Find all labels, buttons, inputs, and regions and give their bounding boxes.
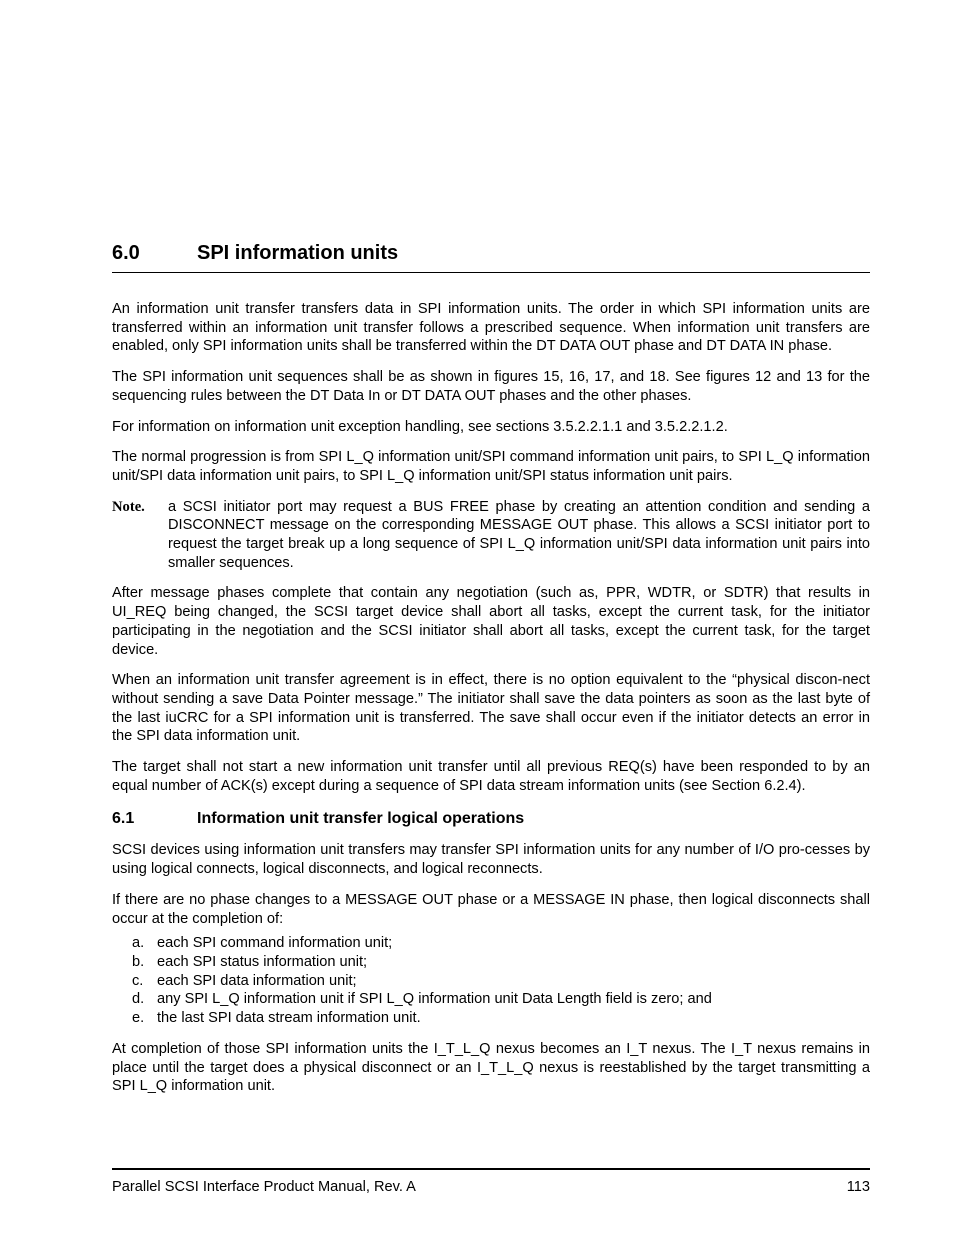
chapter-heading xyxy=(112,240,870,273)
note-block xyxy=(112,498,870,573)
paragraph: At completion of those SPI information units the I_T_L_Q nexus becomes an I_T nexus. The I_T nexus remains in place until the target does a physical disconnect or an I_T_L_Q nexus is reestablished by the target transmitting a SPI L_Q information unit. xyxy=(112,1040,870,1095)
chapter-title: SPI information units xyxy=(197,242,399,264)
list-marker: d. xyxy=(132,991,145,1008)
list-item xyxy=(132,972,870,991)
list-item xyxy=(132,934,870,953)
document-page xyxy=(112,0,870,1235)
paragraph: If there are no phase changes to a MESSAGE OUT phase or a MESSAGE IN phase, then logical disconnects shall occur at the completion of: xyxy=(112,891,870,927)
paragraph: An information unit transfer transfers data in SPI information units. The order in which SPI information units are transferred within an information unit transfer follows a prescribed sequence. When information unit transfers are enabled, only SPI information units shall be transferred within the DT DATA OUT phase and DT DATA IN phase. xyxy=(112,301,870,355)
list-item xyxy=(132,1009,870,1028)
list-marker: a. xyxy=(132,935,145,952)
page-footer xyxy=(112,1168,870,1195)
document-body xyxy=(112,300,870,1108)
chapter-number: 6.0 xyxy=(112,242,140,264)
list-item-text: any SPI L_Q information unit if SPI L_Q information unit Data Length field is zero; and xyxy=(157,991,712,1008)
list-item-text: each SPI status information unit; xyxy=(157,953,368,970)
section-heading xyxy=(112,809,870,829)
paragraph: When an information unit transfer agreement is in effect, there is no option equivalent to the “physical discon-nect without sending a save Data Pointer message.” The initiator shall save the data pointers as soon as the last byte of the last iuCRC for a SPI information unit is transferred. The save shall occur even if the initiator detects an error in the SPI data information unit. xyxy=(112,672,870,745)
completion-list xyxy=(132,934,870,1028)
list-item xyxy=(132,990,870,1009)
page-number: 113 xyxy=(846,1179,870,1195)
list-item xyxy=(132,953,870,972)
paragraph: SCSI devices using information unit transfers may transfer SPI information units for any number of I/O pro-cesses by using logical connects, logical disconnects, and logical reconnects. xyxy=(112,842,870,878)
list-item-text: each SPI command information unit; xyxy=(157,935,393,952)
paragraph: The target shall not start a new information unit transfer until all previous REQ(s) have been responded to by an equal number of ACK(s) except during a sequence of SPI data stream information units (see Section 6.2.4). xyxy=(112,759,870,794)
list-marker: e. xyxy=(132,1010,145,1027)
section-number: 6.1 xyxy=(112,810,135,828)
list-marker: b. xyxy=(132,953,145,970)
list-item-text: each SPI data information unit; xyxy=(157,972,357,989)
note-text: a SCSI initiator port may request a BUS FREE phase by creating an attention condition and sending a DISCONNECT message on the corresponding MESSAGE OUT phase. This allows a SCSI initiator port to request the target break up a long sequence of SPI L_Q information unit/SPI data information unit pairs into smaller sequences. xyxy=(168,498,870,571)
paragraph: For information on information unit exception handling, see sections 3.5.2.2.1.1 and 3.5.2.2.1.2. xyxy=(112,418,728,435)
paragraph: After message phases complete that contain any negotiation (such as, PPR, WDTR, or SDTR) that results in UI_REQ being changed, the SCSI target device shall abort all tasks, except the current task, for the initiator participating in the negotiation and the SCSI initiator shall abort all tasks, except the current task, for the target device. xyxy=(112,585,870,658)
section-title: Information unit transfer logical operations xyxy=(197,810,525,828)
paragraph: The normal progression is from SPI L_Q information unit/SPI command information unit pairs, to SPI L_Q information unit/SPI data information unit pairs, to SPI L_Q information unit/SPI status information unit pairs. xyxy=(112,449,870,484)
footer-manual-title: Parallel SCSI Interface Product Manual, Rev. A xyxy=(112,1179,416,1195)
note-label: Note. xyxy=(112,498,145,515)
list-marker: c. xyxy=(132,972,144,989)
list-item-text: the last SPI data stream information unit. xyxy=(157,1010,421,1027)
paragraph: The SPI information unit sequences shall be as shown in figures 15, 16, 17, and 18. See figures 12 and 13 for the sequencing rules between the DT Data In or DT DATA OUT phases and the other phases. xyxy=(112,369,870,404)
